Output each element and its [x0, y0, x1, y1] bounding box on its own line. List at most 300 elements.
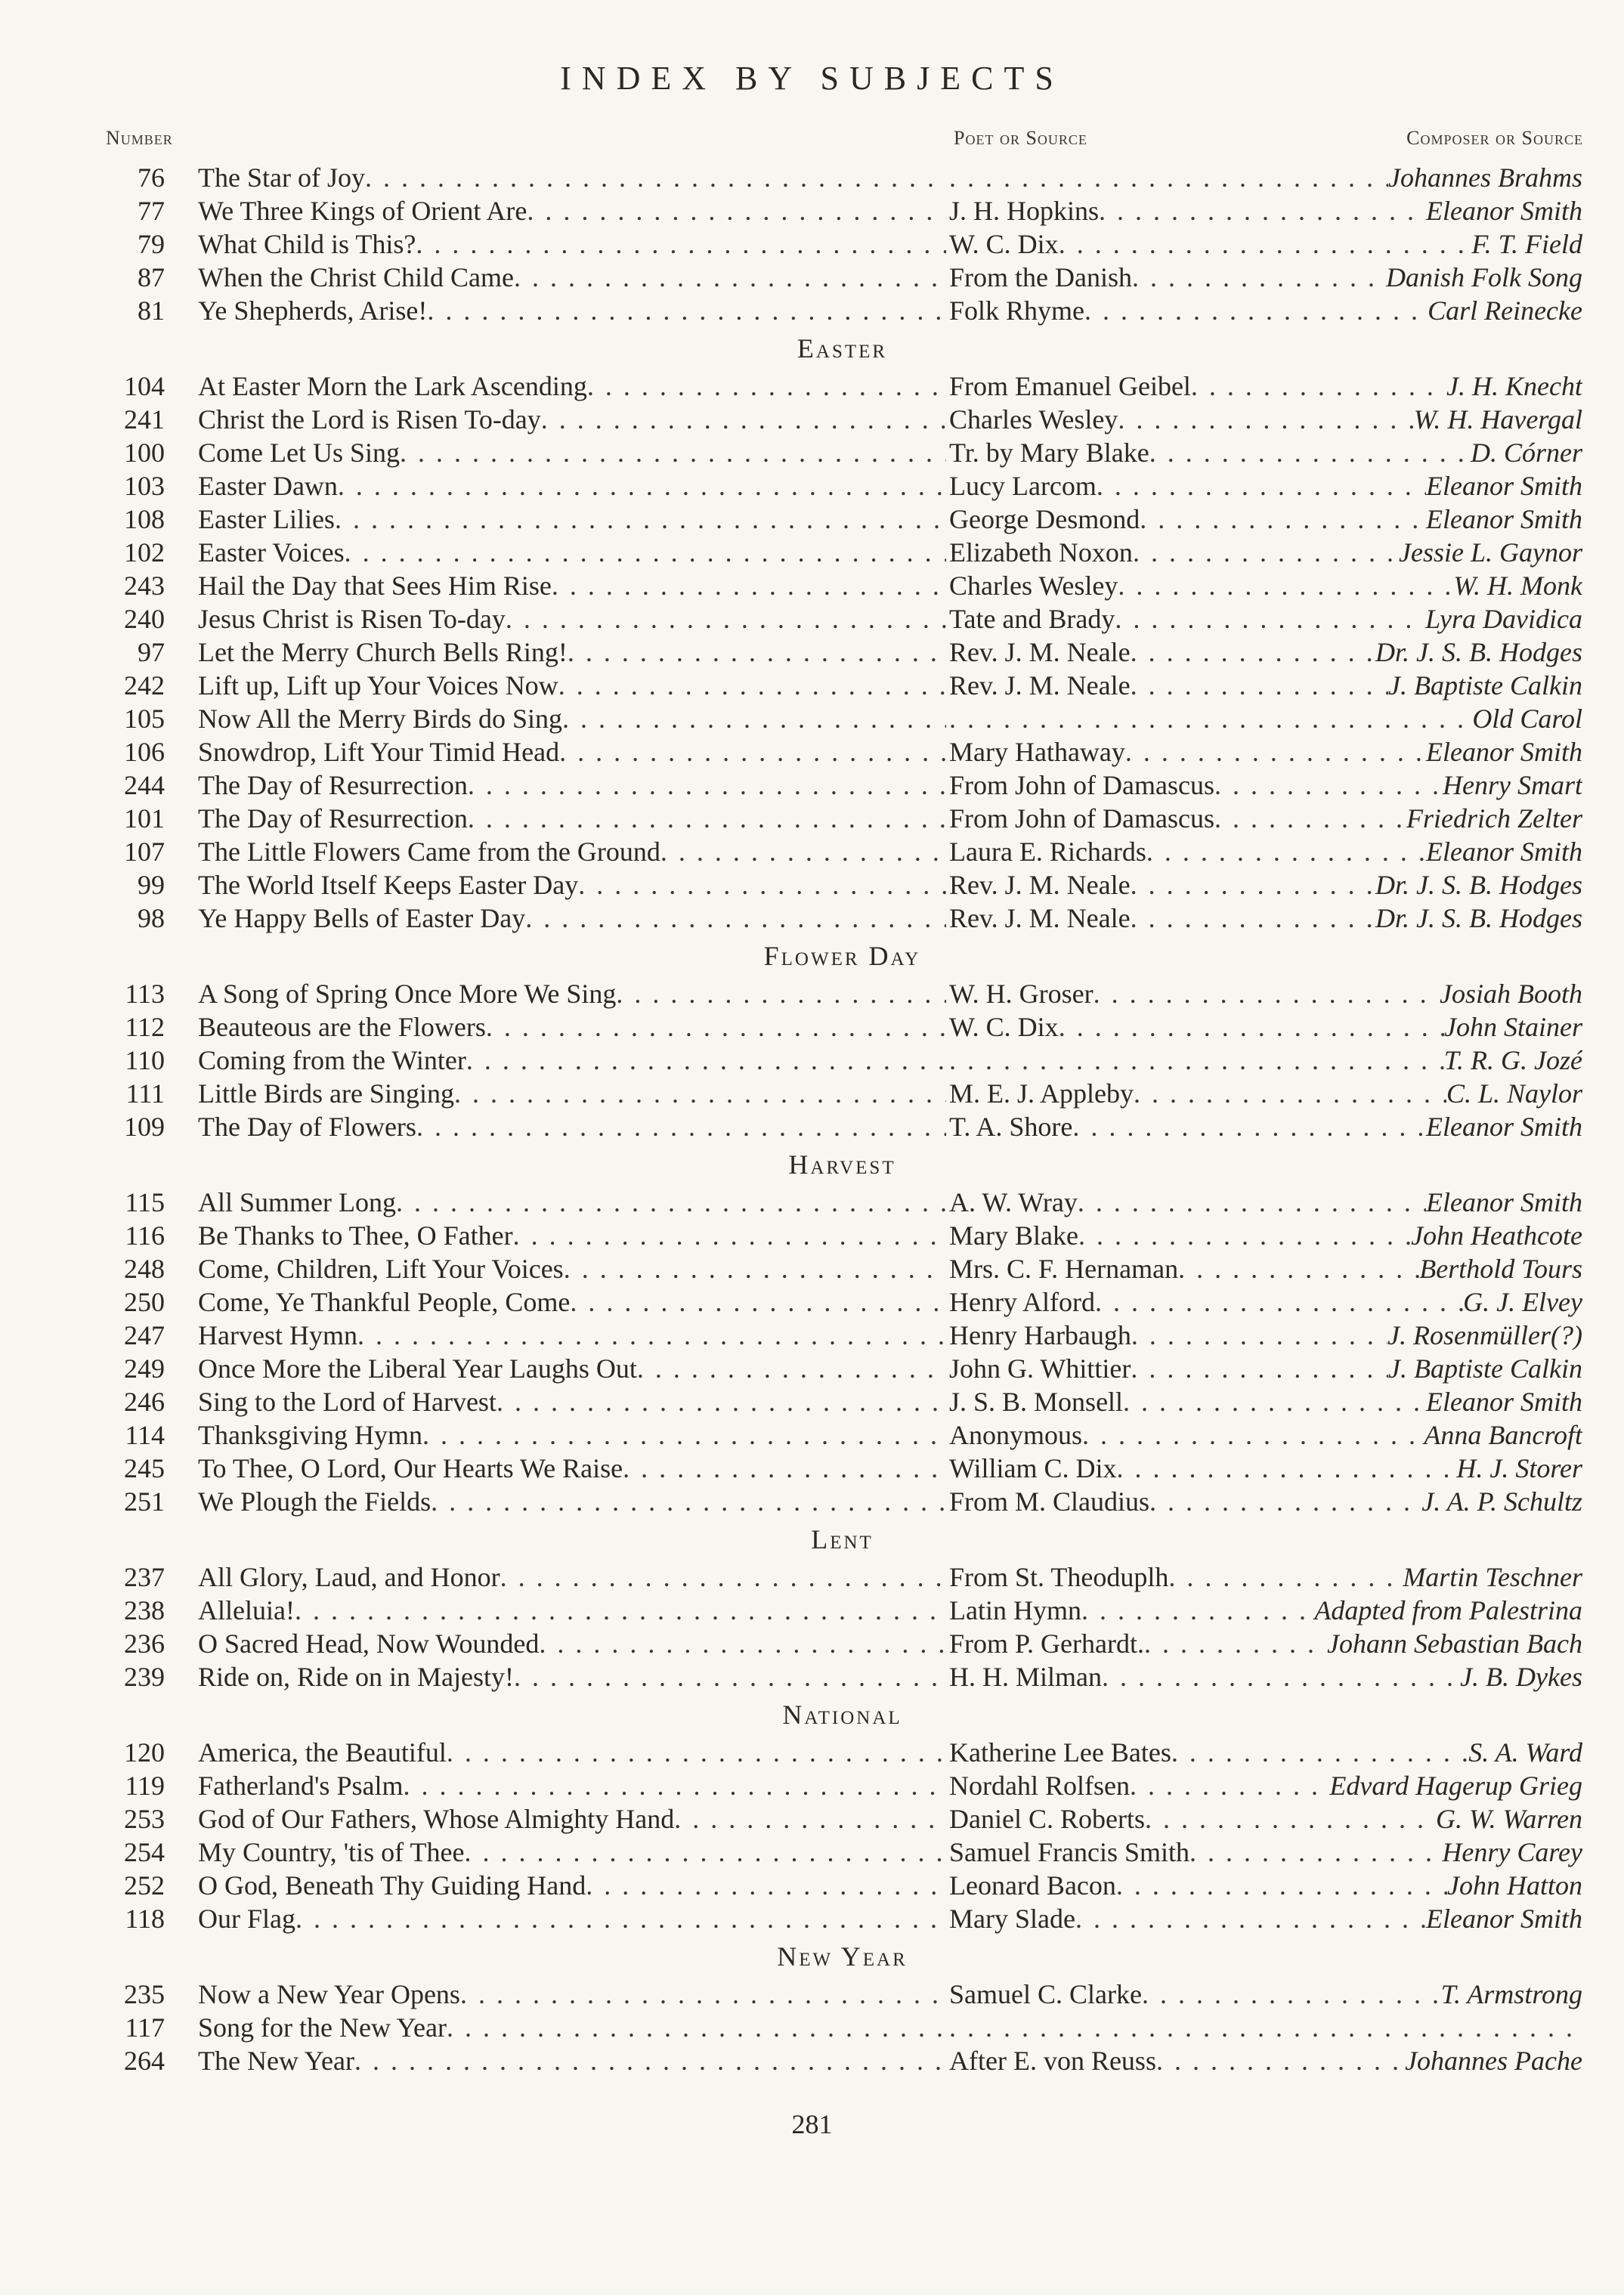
hymn-title: Easter Lilies — [198, 504, 335, 534]
hymn-title: Easter Voices — [198, 537, 345, 568]
dot-leader — [1171, 1736, 1468, 1769]
composer-or-source: W. H. Monk — [1453, 571, 1582, 601]
title-cell — [198, 977, 946, 1010]
dot-leader — [496, 1385, 946, 1418]
dot-leader — [527, 194, 946, 227]
composer-or-source: Josiah Booth — [1440, 979, 1582, 1009]
index-row — [0, 1769, 1624, 1802]
dot-leader — [1078, 1219, 1411, 1252]
title-cell — [198, 769, 946, 802]
poet-or-source: Charles Wesley — [949, 571, 1118, 601]
dot-leader — [1168, 1560, 1403, 1594]
section-heading: Harvest — [788, 1149, 896, 1180]
poet-or-source: M. E. J. Appleby — [949, 1078, 1134, 1109]
poet-or-source: William C. Dix — [949, 1453, 1117, 1483]
title-cell — [198, 194, 946, 227]
composer-or-source: Danish Folk Song — [1386, 262, 1582, 292]
source-cell — [949, 1077, 1582, 1110]
composer-or-source: J. B. Dykes — [1460, 1662, 1582, 1692]
hymn-title: All Glory, Laud, and Honor — [198, 1562, 500, 1592]
title-cell — [198, 1869, 946, 1902]
composer-or-source: Berthold Tours — [1419, 1254, 1582, 1284]
hymn-number: 240 — [124, 604, 165, 634]
title-cell — [198, 1110, 946, 1143]
composer-or-source: Eleanor Smith — [1426, 504, 1582, 534]
dot-leader — [1131, 1319, 1387, 1352]
dot-leader — [586, 1869, 946, 1902]
source-cell — [949, 403, 1582, 436]
source-cell — [949, 1252, 1582, 1285]
title-cell — [198, 436, 946, 469]
composer-or-source: G. W. Warren — [1435, 1804, 1582, 1834]
dot-leader — [468, 769, 946, 802]
hymn-title: Beauteous are the Flowers — [198, 1012, 486, 1042]
dot-leader — [1178, 1252, 1419, 1285]
title-cell — [198, 636, 946, 669]
poet-or-source: Tr. by Mary Blake — [949, 438, 1149, 468]
title-cell — [198, 1010, 946, 1044]
hymn-number: 106 — [124, 737, 165, 767]
hymn-title: A Song of Spring Once More We Sing — [198, 979, 617, 1009]
dot-leader — [949, 2011, 1582, 2044]
poet-or-source: Samuel Francis Smith — [949, 1837, 1189, 1867]
poet-or-source: After E. von Reuss — [949, 2046, 1156, 2076]
hymn-number: 118 — [125, 1904, 165, 1934]
index-row — [0, 370, 1624, 403]
source-cell — [949, 294, 1582, 327]
source-cell — [949, 1660, 1582, 1693]
hymn-number: 105 — [124, 704, 165, 734]
poet-or-source: A. W. Wray — [949, 1187, 1078, 1217]
poet-or-source: Lucy Larcom — [949, 471, 1097, 501]
composer-or-source: F. T. Field — [1471, 229, 1582, 259]
hymn-number: 104 — [124, 371, 165, 401]
composer-or-source: Carl Reinecke — [1428, 295, 1582, 326]
index-row — [0, 194, 1624, 227]
poet-or-source: Mrs. C. F. Hernaman — [949, 1254, 1179, 1284]
poet-or-source: Mary Hathaway — [949, 737, 1125, 767]
title-cell — [198, 1902, 946, 1935]
composer-or-source: Henry Carey — [1442, 1837, 1582, 1867]
source-cell — [949, 2011, 1582, 2044]
column-header-number: Number — [106, 127, 173, 149]
composer-or-source: W. H. Havergal — [1413, 404, 1582, 435]
dot-leader — [466, 1044, 946, 1077]
poet-or-source: From P. Gerhardt. — [949, 1628, 1144, 1659]
poet-or-source: Leonard Bacon — [949, 1870, 1116, 1901]
page-title: INDEX BY SUBJECTS — [560, 60, 1064, 97]
hymn-number: 113 — [125, 979, 165, 1009]
hymn-number: 87 — [138, 262, 165, 292]
dot-leader — [486, 1010, 946, 1044]
source-cell — [949, 1485, 1582, 1518]
hymn-number: 247 — [124, 1320, 165, 1350]
index-row — [0, 1252, 1624, 1285]
hymn-title: We Three Kings of Orient Are — [198, 196, 527, 226]
source-cell — [949, 1769, 1582, 1802]
hymn-title: Snowdrop, Lift Your Timid Head — [198, 737, 560, 767]
source-cell — [949, 769, 1582, 802]
hymn-number: 236 — [124, 1628, 165, 1659]
poet-or-source: Rev. J. M. Neale — [949, 637, 1131, 667]
column-header-poet: Poet or Source — [954, 127, 1087, 149]
poet-or-source: Katherine Lee Bates — [949, 1737, 1171, 1768]
composer-or-source: Eleanor Smith — [1426, 196, 1582, 226]
dot-leader — [1130, 1769, 1329, 1802]
index-row — [0, 1186, 1624, 1219]
index-row — [0, 2044, 1624, 2077]
dot-leader — [541, 403, 946, 436]
index-row — [0, 669, 1624, 702]
index-content — [0, 161, 1624, 2077]
source-cell — [949, 1219, 1582, 1252]
hymn-title: At Easter Morn the Lark Ascending — [198, 371, 587, 401]
poet-or-source: W. C. Dix — [949, 229, 1059, 259]
hymn-title: Lift up, Lift up Your Voices Now — [198, 670, 558, 701]
index-row — [0, 835, 1624, 868]
section-heading: New Year — [777, 1941, 908, 1972]
dot-leader — [1082, 1418, 1424, 1452]
dot-leader — [564, 1252, 946, 1285]
hymn-number: 264 — [124, 2046, 165, 2076]
composer-or-source: John Heathcote — [1411, 1220, 1582, 1251]
dot-leader — [1189, 1836, 1442, 1869]
hymn-title: The Little Flowers Came from the Ground — [198, 837, 660, 867]
title-cell — [198, 503, 946, 536]
hymn-number: 244 — [124, 770, 165, 800]
index-row — [0, 1802, 1624, 1836]
index-row — [0, 1836, 1624, 1869]
hymn-title: Thanksgiving Hymn — [198, 1420, 422, 1450]
hymn-number: 246 — [124, 1387, 165, 1417]
index-row — [0, 1485, 1624, 1518]
hymn-title: Harvest Hymn — [198, 1320, 357, 1350]
composer-or-source: T. Armstrong — [1440, 1979, 1582, 2009]
title-cell — [198, 2011, 946, 2044]
hymn-title: When the Christ Child Came — [198, 262, 514, 292]
dot-leader — [1125, 735, 1426, 769]
hymn-title: Alleluia! — [198, 1595, 295, 1625]
poet-or-source: Anonymous — [949, 1420, 1083, 1450]
hymn-number: 77 — [138, 196, 165, 226]
source-cell — [949, 1869, 1582, 1902]
dot-leader — [1214, 802, 1406, 835]
dot-leader — [558, 669, 946, 702]
dot-leader — [1081, 1594, 1314, 1627]
hymn-number: 111 — [125, 1078, 165, 1109]
index-row — [0, 1736, 1624, 1769]
composer-or-source: C. L. Naylor — [1446, 1078, 1582, 1109]
title-cell — [198, 1594, 946, 1627]
hymn-title: Song for the New Year — [198, 2012, 447, 2043]
dot-leader — [427, 294, 946, 327]
page-number: 281 — [791, 2109, 833, 2139]
dot-leader — [559, 735, 946, 769]
hymn-number: 98 — [138, 903, 165, 933]
hymn-title: The New Year — [198, 2046, 354, 2076]
dot-leader — [1116, 1869, 1447, 1902]
hymn-title: O God, Beneath Thy Guiding Hand — [198, 1870, 586, 1901]
title-cell — [198, 294, 946, 327]
dot-leader — [422, 1418, 946, 1452]
hymn-number: 238 — [124, 1595, 165, 1625]
hymn-number: 251 — [124, 1486, 165, 1517]
source-cell — [949, 370, 1582, 403]
source-cell — [949, 1978, 1582, 2011]
poet-or-source: From John of Damascus — [949, 803, 1214, 834]
dot-leader — [1075, 1902, 1426, 1935]
dot-leader — [1191, 370, 1446, 403]
dot-leader — [570, 1285, 946, 1319]
dot-leader — [447, 2011, 946, 2044]
dot-leader — [506, 602, 946, 636]
source-cell — [949, 1802, 1582, 1836]
index-row — [0, 436, 1624, 469]
title-cell — [198, 802, 946, 835]
poet-or-source: Nordahl Rolfsen — [949, 1771, 1130, 1801]
hymn-number: 237 — [124, 1562, 165, 1592]
title-cell — [198, 602, 946, 636]
composer-or-source: H. J. Storer — [1456, 1453, 1582, 1483]
hymn-number: 115 — [125, 1187, 165, 1217]
dot-leader — [338, 469, 946, 503]
title-cell — [198, 1452, 946, 1485]
poet-or-source: Daniel C. Roberts — [949, 1804, 1145, 1834]
dot-leader — [1072, 1110, 1426, 1143]
poet-or-source: Mary Blake — [949, 1220, 1078, 1251]
section-heading: Flower Day — [763, 941, 921, 971]
hymn-number: 101 — [124, 803, 165, 834]
dot-leader — [464, 1836, 946, 1869]
hymn-number: 100 — [124, 438, 165, 468]
section-heading: Lent — [811, 1524, 874, 1554]
dot-leader — [1059, 1010, 1444, 1044]
dot-leader — [396, 1186, 946, 1219]
dot-leader — [525, 902, 946, 935]
dot-leader — [514, 1660, 946, 1693]
index-row — [0, 1869, 1624, 1902]
title-cell — [198, 2044, 946, 2077]
composer-or-source: S. A. Ward — [1468, 1737, 1582, 1768]
source-cell — [949, 1736, 1582, 1769]
index-row — [0, 2011, 1624, 2044]
composer-or-source: T. R. G. Jozé — [1443, 1045, 1582, 1075]
poet-or-source: From John of Damascus — [949, 770, 1214, 800]
title-cell — [198, 261, 946, 294]
dot-leader — [416, 1110, 946, 1143]
dot-leader — [1115, 602, 1425, 636]
dot-leader — [468, 802, 946, 835]
source-cell — [949, 2044, 1582, 2077]
composer-or-source: John Stainer — [1444, 1012, 1582, 1042]
poet-or-source: Rev. J. M. Neale — [949, 670, 1131, 701]
composer-or-source: Dr. J. S. B. Hodges — [1375, 903, 1582, 933]
hymn-title: To Thee, O Lord, Our Hearts We Raise — [198, 1453, 623, 1483]
hymn-title: America, the Beautiful — [198, 1737, 447, 1768]
source-cell — [949, 1418, 1582, 1452]
hymn-title: Come Let Us Sing — [198, 438, 400, 468]
dot-leader — [513, 1219, 946, 1252]
source-cell — [949, 536, 1582, 569]
hymn-number: 249 — [124, 1353, 165, 1384]
hymn-title: Ye Shepherds, Arise! — [198, 295, 428, 326]
poet-or-source: J. S. B. Monsell — [949, 1387, 1124, 1417]
hymn-number: 253 — [124, 1804, 165, 1834]
composer-or-source: Henry Smart — [1443, 770, 1582, 800]
title-cell — [198, 1077, 946, 1110]
index-row — [0, 636, 1624, 669]
dot-leader — [295, 1594, 946, 1627]
dot-leader — [1084, 294, 1428, 327]
composer-or-source: Eleanor Smith — [1426, 471, 1582, 501]
hymn-title: Ye Happy Bells of Easter Day — [198, 903, 526, 933]
title-cell — [198, 1285, 946, 1319]
hymn-title: Our Flag — [198, 1904, 295, 1934]
dot-leader — [416, 227, 946, 261]
dot-leader — [568, 636, 946, 669]
title-cell — [198, 1627, 946, 1660]
source-cell — [949, 1902, 1582, 1935]
index-row — [0, 1660, 1624, 1693]
hymn-number: 99 — [138, 870, 165, 900]
title-cell — [198, 403, 946, 436]
hymn-number: 81 — [138, 295, 165, 326]
dot-leader — [1214, 769, 1443, 802]
composer-or-source: Anna Bancroft — [1424, 1420, 1582, 1450]
poet-or-source: Laura E. Richards — [949, 837, 1146, 867]
index-row — [0, 769, 1624, 802]
index-row — [0, 1627, 1624, 1660]
hymn-number: 248 — [124, 1254, 165, 1284]
dot-leader — [1149, 436, 1471, 469]
poet-or-source: Rev. J. M. Neale — [949, 870, 1131, 900]
source-cell — [949, 436, 1582, 469]
dot-leader — [1131, 636, 1375, 669]
dot-leader — [660, 835, 946, 868]
source-cell — [949, 194, 1582, 227]
hymn-title: Fatherland's Psalm — [198, 1771, 404, 1801]
hymn-title: Hail the Day that Sees Him Rise — [198, 571, 552, 601]
title-cell — [198, 1352, 946, 1385]
dot-leader — [447, 1736, 946, 1769]
hymn-number: 114 — [125, 1420, 165, 1450]
source-cell — [949, 503, 1582, 536]
poet-or-source: Charles Wesley — [949, 404, 1118, 435]
hymn-number: 116 — [125, 1220, 165, 1251]
poet-or-source: T. A. Shore — [949, 1112, 1073, 1142]
title-cell — [198, 469, 946, 503]
composer-or-source: John Hatton — [1447, 1870, 1582, 1901]
dot-leader — [1117, 1452, 1457, 1485]
dot-leader — [623, 1452, 946, 1485]
title-cell — [198, 1836, 946, 1869]
source-cell — [949, 469, 1582, 503]
dot-leader — [539, 1627, 946, 1660]
composer-or-source: Eleanor Smith — [1426, 1187, 1582, 1217]
index-row — [0, 261, 1624, 294]
hymn-title: What Child is This? — [198, 229, 416, 259]
index-row — [0, 802, 1624, 835]
composer-or-source: Johannes Pache — [1405, 2046, 1582, 2076]
composer-or-source: Martin Teschner — [1403, 1562, 1582, 1592]
source-cell — [949, 902, 1582, 935]
poet-or-source: Henry Alford — [949, 1287, 1095, 1317]
index-row — [0, 1902, 1624, 1935]
hymn-number: 250 — [124, 1287, 165, 1317]
composer-or-source: J. Rosenmüller(?) — [1387, 1320, 1582, 1350]
hymn-number: 107 — [124, 837, 165, 867]
dot-leader — [460, 1978, 946, 2011]
title-cell — [198, 1802, 946, 1836]
index-row — [0, 1010, 1624, 1044]
composer-or-source: Johannes Brahms — [1388, 162, 1582, 193]
title-cell — [198, 669, 946, 702]
hymn-title: All Summer Long — [198, 1187, 396, 1217]
source-cell — [949, 636, 1582, 669]
hymn-title: Ride on, Ride on in Majesty! — [198, 1662, 514, 1692]
hymn-title: The Star of Joy — [198, 162, 365, 193]
hymn-number: 103 — [124, 471, 165, 501]
composer-or-source: Eleanor Smith — [1426, 1387, 1582, 1417]
hymn-title: Come, Ye Thankful People, Come — [198, 1287, 571, 1317]
composer-or-source: Friedrich Zelter — [1406, 803, 1582, 834]
index-row — [0, 977, 1624, 1010]
hymn-title: Christ the Lord is Risen To-day — [198, 404, 541, 435]
dot-leader — [345, 536, 946, 569]
hymn-title: God of Our Fathers, Whose Almighty Hand — [198, 1804, 675, 1834]
composer-or-source: Dr. J. S. B. Hodges — [1375, 870, 1582, 900]
poet-or-source: W. H. Groser — [949, 979, 1093, 1009]
title-cell — [198, 1252, 946, 1285]
source-cell — [949, 1044, 1582, 1077]
poet-or-source: H. H. Milman — [949, 1662, 1102, 1692]
title-cell — [198, 370, 946, 403]
dot-leader — [454, 1077, 946, 1110]
index-row — [0, 227, 1624, 261]
hymn-number: 110 — [125, 1045, 165, 1075]
index-row — [0, 602, 1624, 636]
index-row — [0, 1110, 1624, 1143]
title-cell — [198, 1769, 946, 1802]
title-cell — [198, 1319, 946, 1352]
hymn-title: We Plough the Fields — [198, 1486, 432, 1517]
index-row — [0, 503, 1624, 536]
source-cell — [949, 835, 1582, 868]
composer-or-source: Johann Sebastian Bach — [1327, 1628, 1582, 1659]
composer-or-source: Eleanor Smith — [1426, 1112, 1582, 1142]
title-cell — [198, 1219, 946, 1252]
section-heading: National — [782, 1700, 902, 1730]
dot-leader — [637, 1352, 946, 1385]
dot-leader — [1145, 1802, 1436, 1836]
hymn-number: 117 — [125, 2012, 165, 2043]
section-heading: Easter — [797, 333, 888, 363]
dot-leader — [1093, 977, 1440, 1010]
source-cell — [949, 1110, 1582, 1143]
index-row — [0, 1418, 1624, 1452]
hymn-title: Come, Children, Lift Your Voices — [198, 1254, 564, 1284]
title-cell — [198, 161, 946, 194]
dot-leader — [1131, 1352, 1388, 1385]
hymn-title: Jesus Christ is Risen To-day — [198, 604, 506, 634]
source-cell — [949, 1627, 1582, 1660]
composer-or-source: Adapted from Palestrina — [1314, 1595, 1582, 1625]
hymn-title: Sing to the Lord of Harvest — [198, 1387, 496, 1417]
column-header-composer: Composer or Source — [1406, 127, 1583, 149]
dot-leader — [500, 1560, 946, 1594]
hymn-number: 243 — [124, 571, 165, 601]
hymn-title: The World Itself Keeps Easter Day — [198, 870, 579, 900]
